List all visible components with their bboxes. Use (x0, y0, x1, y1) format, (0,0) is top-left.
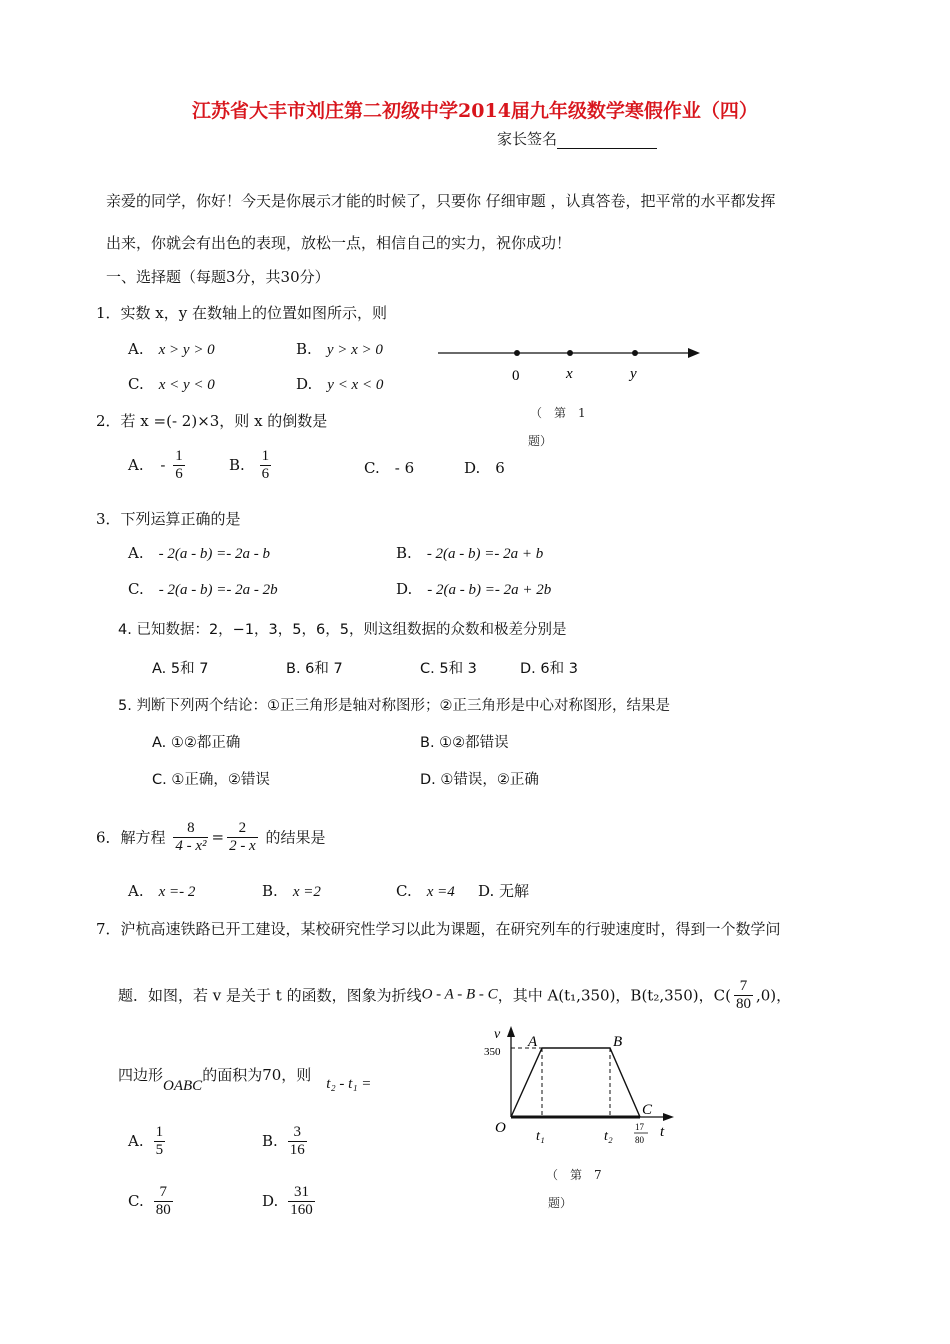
option-label: B. (296, 340, 312, 358)
option-value: y > x > 0 (326, 342, 383, 358)
text: 的面积为70，则 (202, 1066, 312, 1084)
fraction-left (173, 820, 208, 854)
option-value: - 2(a - b) =- 2a - b (158, 546, 270, 562)
q1-option-b[interactable] (296, 338, 383, 359)
option-label: C. (128, 1192, 144, 1210)
option-value: x =- 2 (158, 884, 196, 900)
number-line-figure (430, 338, 710, 388)
option-label: A. (128, 882, 144, 900)
quad-name: OABC (163, 1078, 203, 1094)
q2-option-c[interactable] (364, 457, 414, 478)
option-label: A. (128, 1132, 144, 1150)
path-expression: O - A - B - C (421, 986, 498, 1003)
label-v: v (494, 1027, 501, 1042)
option-label: A. (128, 340, 144, 358)
q3-stem: 3．下列运算正确的是 (96, 510, 241, 528)
q1-stem: 1．实数 x，y 在数轴上的位置如图所示，则 (96, 304, 388, 322)
option-value: - 2(a - b) =- 2a + b (426, 546, 544, 562)
q3-option-a[interactable] (128, 542, 270, 563)
option-label: C. (364, 459, 380, 477)
fraction (288, 1124, 307, 1158)
denominator: 5 (155, 1141, 164, 1158)
label-t: t (660, 1124, 665, 1140)
equals-sign: = (211, 828, 225, 846)
expression: t₂ - t₁ = (326, 1076, 372, 1092)
q5-option-d[interactable]: D. ①错误，②正确 (420, 772, 539, 788)
q5-option-a[interactable]: A. ①②都正确 (152, 735, 241, 751)
q1-caption-1: （ 第 1 (530, 406, 586, 420)
q1-option-c[interactable] (128, 373, 215, 394)
option-label: B. (262, 1132, 278, 1150)
q7-option-a[interactable] (128, 1124, 168, 1158)
text: ,0)， (755, 986, 792, 1005)
polyline-oabc (511, 1048, 640, 1117)
numerator: 8 (173, 820, 208, 838)
label-b: B (613, 1034, 623, 1050)
q7-line-1: 7．沪杭高速铁路已开工建设，某校研究性学习以此为课题，在研究列车的行驶速度时，得到一个数学问 (96, 920, 781, 938)
q1-caption-2: 题） (528, 434, 553, 448)
q1-option-a[interactable] (128, 338, 215, 359)
q4-stem: 4. 已知数据：2，−1，3，5，6，5，则这组数据的众数和极差分别是 (118, 622, 567, 638)
label-y: y (630, 366, 637, 382)
fraction (154, 1184, 173, 1218)
label-c-num: 17 (635, 1122, 644, 1132)
q1-option-d[interactable] (296, 373, 383, 394)
numerator: 3 (288, 1124, 307, 1142)
fraction (154, 1124, 166, 1158)
label-t2: t₂ (604, 1129, 613, 1144)
q7-line-2 (118, 978, 791, 1012)
option-label: D. (262, 1192, 279, 1210)
option-value: y < x < 0 (327, 377, 384, 393)
arrow-icon (688, 348, 700, 358)
option-value: x =2 (292, 884, 321, 900)
label-350: 350 (484, 1046, 501, 1058)
option-label: A. (128, 456, 144, 474)
q6-option-b[interactable] (262, 880, 321, 901)
page-title: 江苏省大丰市刘庄第二初级中学2014届九年级数学寒假作业（四） (192, 100, 758, 122)
arrow-icon (507, 1026, 515, 1037)
option-label: D. (296, 375, 313, 393)
option-value: - 2(a - b) =- 2a - 2b (158, 582, 278, 598)
intro-line-1: 亲爱的同学，你好！今天是你展示才能的时候了，只要你 仔细审题 ，认真答卷，把平常的水平都发挥 (106, 192, 776, 210)
numerator: 1 (175, 448, 183, 464)
option-label: B. (229, 456, 245, 474)
fraction (288, 1184, 315, 1218)
denominator: 4 - x² (175, 837, 207, 854)
q7-option-c[interactable] (128, 1184, 176, 1218)
numerator: 1 (155, 1124, 164, 1140)
option-label: D. (396, 580, 413, 598)
option-value: x > y > 0 (158, 342, 215, 358)
option-value: - 2(a - b) =- 2a + 2b (427, 582, 552, 598)
option-value: D. 无解 (478, 882, 530, 900)
q2-option-d[interactable] (464, 457, 505, 478)
denominator: 6 (261, 465, 270, 482)
q2-stem: 2．若 x =(- 2)×3，则 x 的倒数是 (96, 412, 328, 430)
numerator: 2 (227, 820, 258, 838)
q4-option-b[interactable]: B. 6和 7 (286, 661, 343, 677)
q2-option-b[interactable] (229, 448, 274, 482)
label-c-den: 80 (635, 1135, 644, 1145)
label-o: O (495, 1120, 506, 1136)
fraction (734, 978, 753, 1012)
denominator: 80 (735, 995, 751, 1012)
option-value: x =4 (426, 884, 455, 900)
q3-option-b[interactable] (396, 542, 543, 563)
parent-signature (497, 128, 657, 149)
denominator: 160 (290, 1201, 313, 1218)
numerator: 1 (261, 448, 270, 464)
option-label: B. (396, 544, 412, 562)
label-c: C (642, 1102, 653, 1118)
numerator: 31 (288, 1184, 315, 1202)
q7-caption-1: （ 第 7 (546, 1168, 602, 1182)
section-heading: 一、选择题（每题3分，共30分） (106, 268, 330, 286)
denominator: 6 (175, 465, 183, 482)
q4-option-a[interactable]: A. 5和 7 (152, 661, 209, 677)
numerator: 7 (734, 978, 753, 996)
point-y (632, 350, 638, 356)
text: ，其中 A(t₁,350)，B(t₂,350)，C( (497, 986, 731, 1005)
q5-option-c[interactable]: C. ①正确，②错误 (152, 772, 270, 788)
label-x: x (566, 366, 573, 382)
q6-option-c[interactable] (396, 880, 455, 901)
text: 题．如图，若 v 是关于 t 的函数，图象为折线 (118, 986, 422, 1005)
velocity-time-graph (470, 1022, 690, 1152)
q6-stem (96, 820, 326, 854)
option-label: C. (128, 375, 144, 393)
option-label: C. (128, 580, 144, 598)
option-sign: - (160, 456, 166, 474)
q7-caption-2: 题） (548, 1196, 573, 1210)
fraction (260, 448, 272, 482)
numerator: 7 (154, 1184, 173, 1202)
fraction-right (227, 820, 258, 854)
option-label: D. (464, 459, 481, 477)
text: 四边形 (118, 1066, 164, 1084)
label-a: A (528, 1034, 538, 1050)
q3-option-d[interactable] (396, 578, 551, 599)
denominator: 16 (289, 1141, 305, 1158)
option-value: - 6 (394, 459, 415, 477)
q2-option-a[interactable] (128, 448, 188, 482)
label-t1: t₁ (536, 1129, 545, 1144)
q4-option-d[interactable]: D. 6和 3 (520, 661, 578, 677)
option-value: x < y < 0 (158, 377, 215, 393)
stem-prefix: 6．解方程 (96, 828, 166, 847)
arrow-icon (663, 1113, 674, 1121)
point-zero (514, 350, 520, 356)
option-label: A. (128, 544, 144, 562)
option-value: 6 (495, 459, 505, 477)
option-label: B. (262, 882, 278, 900)
sign-label: 家长签名 (497, 130, 558, 148)
point-x (567, 350, 573, 356)
q5-stem: 5. 判断下列两个结论：①正三角形是轴对称图形；②正三角形是中心对称图形，结果是 (118, 698, 670, 714)
q7-option-d[interactable] (262, 1184, 318, 1218)
denominator: 2 - x (229, 837, 256, 854)
q3-option-c[interactable] (128, 578, 278, 599)
q5-option-b[interactable]: B. ①②都错误 (420, 735, 509, 751)
option-label: C. (396, 882, 412, 900)
q4-option-c[interactable]: C. 5和 3 (420, 661, 477, 677)
stem-suffix: 的结果是 (265, 828, 326, 847)
intro-line-2: 出来，你就会有出色的表现，放松一点，相信自己的实力，祝你成功！ (106, 234, 572, 252)
q7-option-b[interactable] (262, 1124, 310, 1158)
denominator: 80 (155, 1201, 171, 1218)
fraction (173, 448, 185, 482)
label-zero: 0 (512, 368, 520, 384)
q7-line-3 (118, 1064, 372, 1094)
q6-option-a[interactable] (128, 880, 195, 901)
signature-line[interactable] (557, 133, 657, 149)
q6-option-d[interactable] (478, 880, 529, 901)
